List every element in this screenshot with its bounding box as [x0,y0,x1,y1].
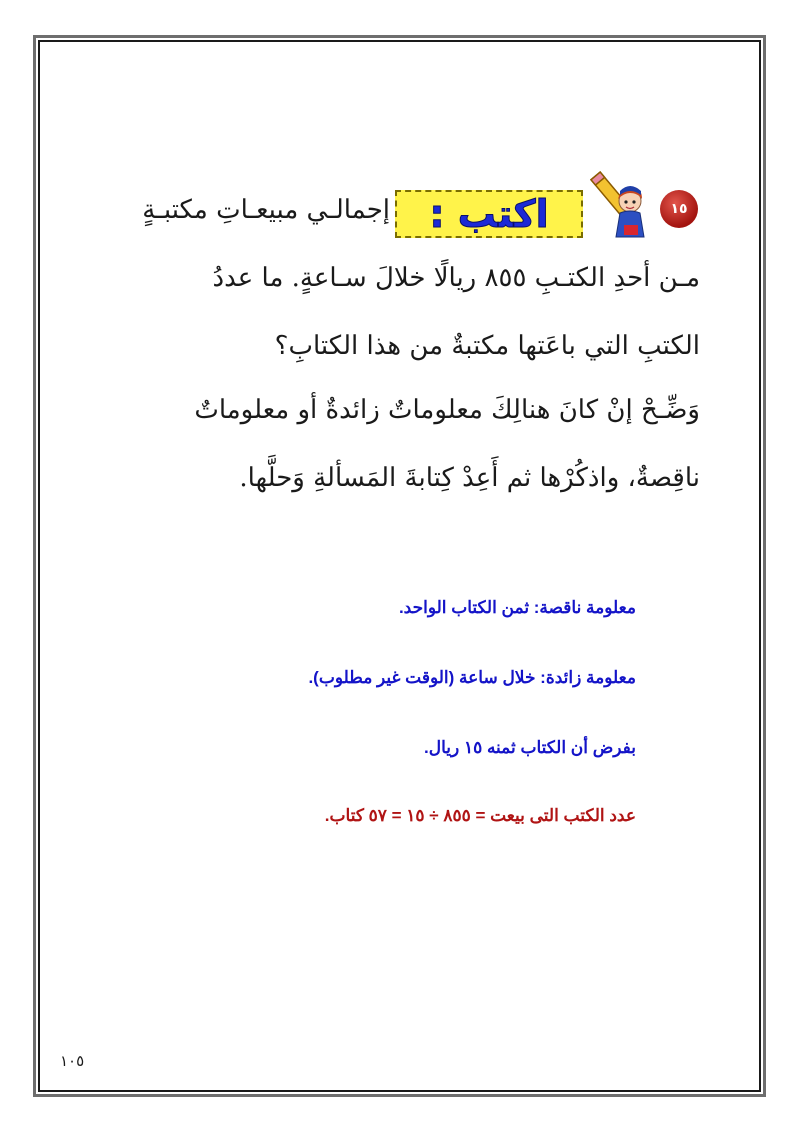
problem-line-5: ناقِصةٌ، واذكُرْها ثم أَعِدْ كِتابةَ المَسألةِ وَحلَّها. [239,463,700,493]
problem-line-1: إجمالـي مبيعـاتِ مكتبـةٍ [142,195,390,225]
exercise-number-badge: ١٥ [660,190,698,228]
answer-extra-info: معلومة زائدة: خلال ساعة (الوقت غير مطلوب). [308,668,636,687]
answer-missing-info: معلومة ناقصة: ثمن الكتاب الواحد. [398,598,636,617]
page-number: ١٠٥ [60,1052,85,1070]
write-label-box [395,190,583,238]
pencil-girl-icon [580,165,660,245]
answer-solution: عدد الكتب التى بيعت = ٨٥٥ ÷ ١٥ = ٥٧ كتاب. [324,806,636,825]
answer-assumption: بفرض أن الكتاب ثمنه ١٥ ريال. [424,738,636,757]
problem-line-2: مـن أحدِ الكتـبِ ٨٥٥ ريالًا خلالَ سـاعةٍ. ما عددُ [212,263,700,293]
problem-line-4: وَضِّـحْ إنْ كانَ هنالِكَ معلوماتٌ زائدةٌ أو معلوماتٌ [194,395,700,425]
write-label-text: اكتب : [429,192,549,236]
problem-line-3: الكتبِ التي باعَتها مكتبةٌ من هذا الكتابِ؟ [274,331,700,361]
